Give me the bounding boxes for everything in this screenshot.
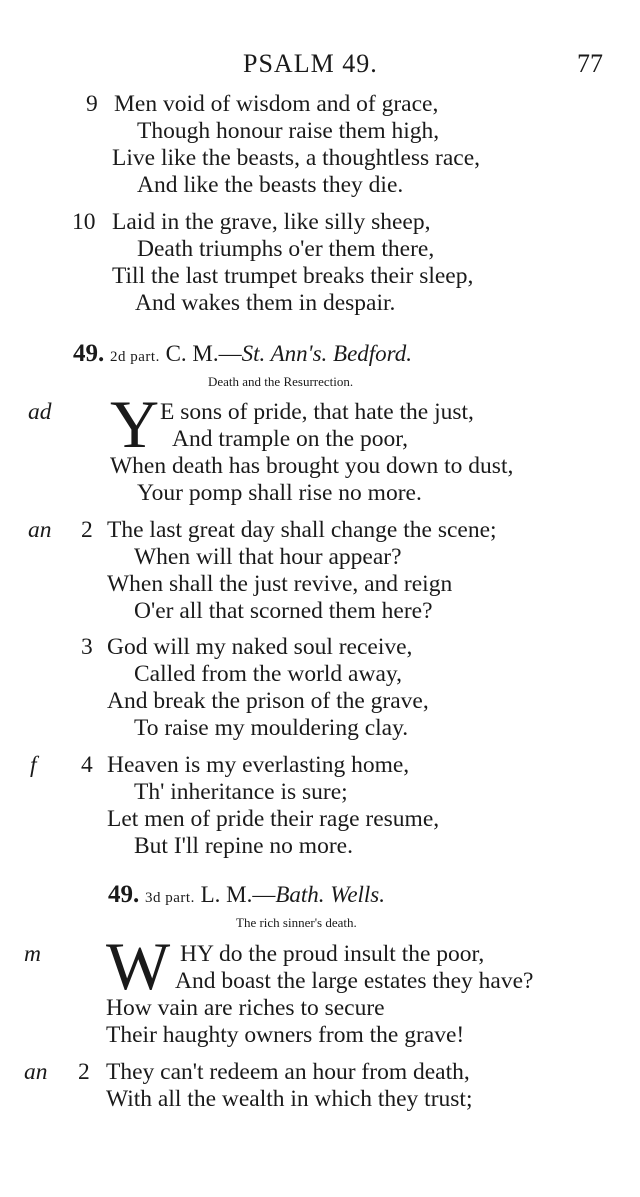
verse-line: Th' inheritance is sure; <box>134 779 348 805</box>
verse-line: E sons of pride, that hate the just, <box>160 399 474 425</box>
verse-line: But I'll repine no more. <box>134 833 353 859</box>
drop-cap: Y <box>110 386 160 462</box>
verse-line: Death triumphs o'er them there, <box>137 236 435 262</box>
verse-line: Their haughty owners from the grave! <box>106 1022 465 1048</box>
part-label: 3d part. <box>145 890 195 906</box>
hymn-subtitle: The rich sinner's death. <box>236 915 357 930</box>
verse-line: Live like the beasts, a thoughtless race, <box>112 145 481 171</box>
dynamic-mark: an <box>24 1059 48 1085</box>
verse-line: Heaven is my everlasting home, <box>107 752 410 778</box>
verse-line: And wakes them in despair. <box>135 290 396 316</box>
hymn-heading <box>108 881 385 912</box>
verse-line: O'er all that scorned them here? <box>134 598 433 624</box>
verse-number: 3 <box>81 634 93 660</box>
verse-line: With all the wealth in which they trust; <box>106 1086 473 1112</box>
verse-line: Men void of wisdom and of grace, <box>114 91 439 117</box>
verse-line: To raise my mouldering clay. <box>134 715 409 741</box>
drop-cap: W <box>106 928 171 1004</box>
verse-line: God will my naked soul receive, <box>107 634 413 660</box>
verse-line: Your pomp shall rise no more. <box>137 480 422 506</box>
tune-names: St. Ann's. Bedford. <box>241 341 413 366</box>
page-number: 77 <box>577 49 603 78</box>
verse-number: 2 <box>81 517 93 543</box>
verse-line: When shall the just revive, and reign <box>107 571 453 597</box>
hymn-subtitle: Death and the Resurrection. <box>208 374 354 389</box>
running-header-title: PSALM 49. <box>243 49 378 78</box>
meter: L. M.— <box>200 882 276 907</box>
part-label: 2d part. <box>110 349 160 365</box>
hymn-heading <box>73 340 412 371</box>
dynamic-mark: m <box>24 941 41 967</box>
dynamic-mark: f <box>30 752 37 778</box>
verse-line: The last great day shall change the scene; <box>107 517 497 543</box>
verse-line: And trample on the poor, <box>172 426 408 452</box>
verse-line: And break the prison of the grave, <box>107 688 429 714</box>
verse-line: They can't redeem an hour from death, <box>106 1059 470 1085</box>
verse-number: 10 <box>72 209 96 235</box>
meter: C. M.— <box>165 341 242 366</box>
verse-number: 2 <box>78 1059 90 1085</box>
verse-line: HY do the proud insult the poor, <box>180 941 485 967</box>
verse-line: Though honour raise them high, <box>137 118 440 144</box>
verse-line: How vain are riches to secure <box>106 995 385 1021</box>
verse-line: When death has brought you down to dust, <box>110 453 514 479</box>
verse-line: And boast the large estates they have? <box>175 968 534 994</box>
verse-line: Let men of pride their rage resume, <box>107 806 440 832</box>
verse-line: Till the last trumpet breaks their sleep, <box>112 263 474 289</box>
verse-number: 9 <box>86 91 98 117</box>
verse-line: Called from the world away, <box>134 661 402 687</box>
verse-number: 4 <box>81 752 93 778</box>
dynamic-mark: ad <box>28 399 52 425</box>
hymn-number: 49. <box>73 340 105 367</box>
tune-names: Bath. Wells. <box>275 882 386 907</box>
verse-line: Laid in the grave, like silly sheep, <box>112 209 431 235</box>
dynamic-mark: an <box>28 517 52 543</box>
hymn-number: 49. <box>108 881 140 908</box>
verse-line: When will that hour appear? <box>134 544 402 570</box>
verse-line: And like the beasts they die. <box>137 172 404 198</box>
